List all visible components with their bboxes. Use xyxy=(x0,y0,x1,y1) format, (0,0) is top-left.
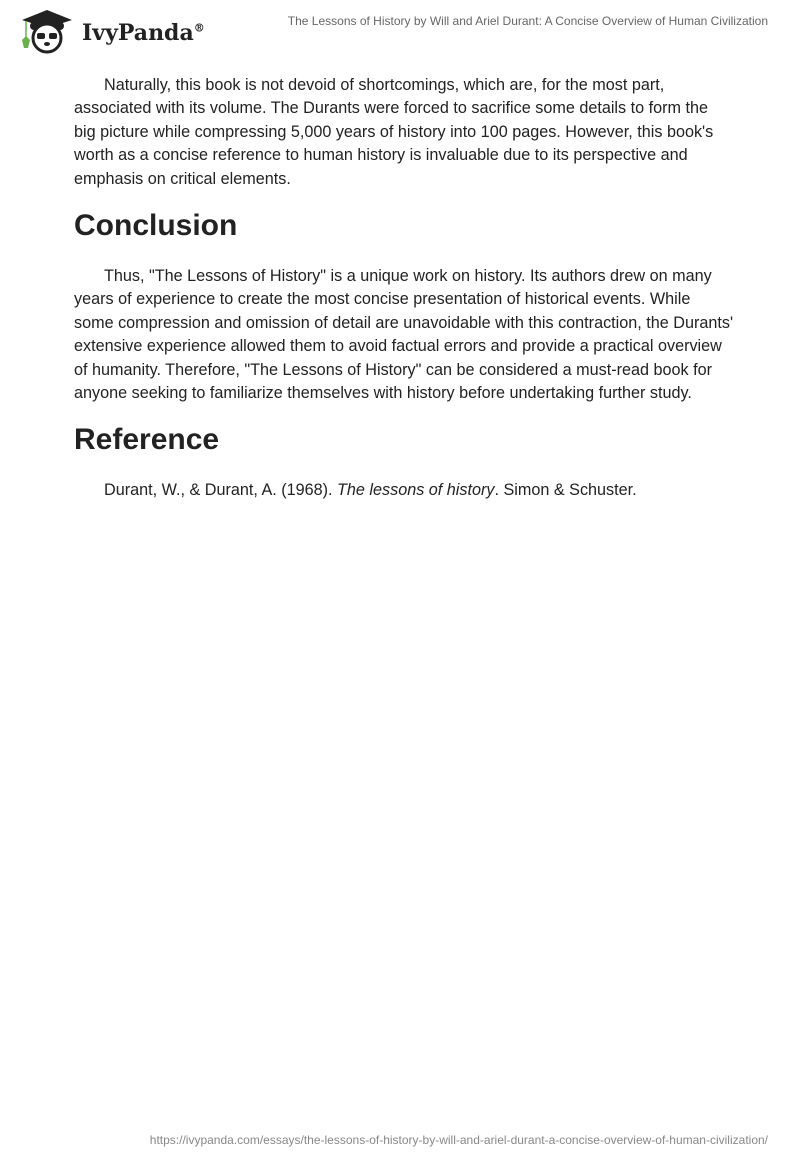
panda-graduate-icon xyxy=(18,6,76,54)
source-url-link[interactable]: https://ivypanda.com/essays/the-lessons-of-history-by-will-and-ariel-durant-a-concise-overview-of-human-civilization/ xyxy=(149,1133,768,1147)
reference-heading: Reference xyxy=(74,423,220,457)
essay-content xyxy=(74,74,734,503)
paragraph: Naturally, this book is not devoid of shortcomings, which are, for the most part, associated with its volume. The Durants were forced to sacrifice some details to form the big picture while compressing 5,000 years of history into 100 pages. However, this book's worth as a concise reference to human history is invaluable due to its perspective and emphasis on critical elements. xyxy=(74,76,714,188)
paragraph: Thus, "The Lessons of History" is a unique work on history. Its authors drew on many years of experience to create the most concise presentation of historical events. While some compression and omission of detail are unavoidable with this contraction, the Durants' extensive experience allowed them to avoid factual errors and provide a practical overview of humanity. Therefore, "The Lessons of History" can be considered a must-read book for anyone seeking to familiarize themselves with history before undertaking further study. xyxy=(74,267,734,403)
reference-entry: Durant, W., & Durant, A. (1968). The lessons of history. Simon & Schuster. xyxy=(104,481,637,500)
ivypanda-logo[interactable] xyxy=(18,6,205,54)
logo-text: IvyPanda® xyxy=(82,20,205,46)
conclusion-heading: Conclusion xyxy=(74,209,238,243)
document-title: The Lessons of History by Will and Ariel Durant: A Concise Overview of Human Civilization xyxy=(287,14,768,28)
